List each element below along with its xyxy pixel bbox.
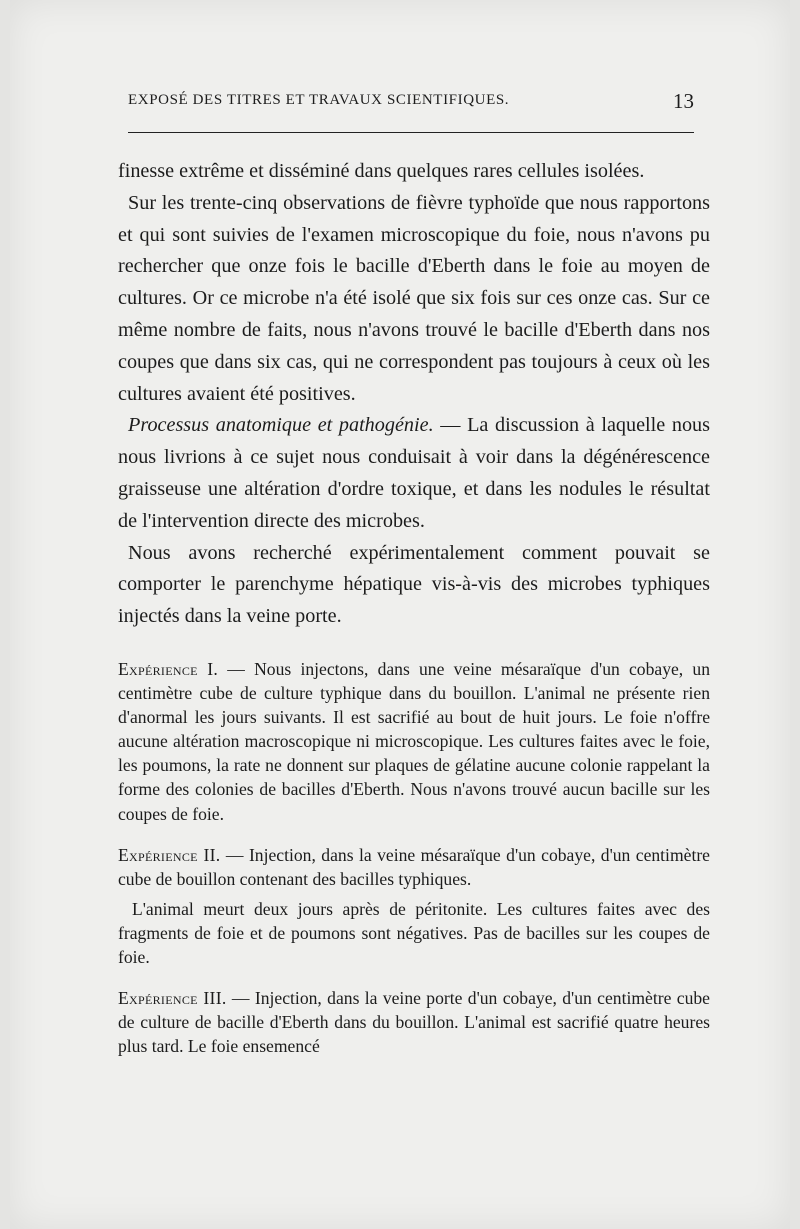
experiment-2-followup: L'animal meurt deux jours après de péritonite. Les cultures faites avec des fragments de foie et de poumons sont négatives. Pas de bacilles sur les coupes de foie. xyxy=(118,898,710,967)
experiment-3 xyxy=(118,986,710,1058)
experiments xyxy=(118,657,710,1058)
experiment-1-text: — Nous injectons, dans une veine mésaraïque d'un cobaye, un centimètre cube de culture typhique dans du bouillon. L'animal ne présente rien d'anormal les jours suivants. Il est sacrifié au bout de huit jours. Le foie n'offre aucune altération macroscopique ni microscopique. Les cultures faites avec le foie, les poumons, la rate ne donnent sur plaques de gélatine aucune colonie rappelant la forme des colonies de bacilles d'Eberth. Nous n'avons trouvé aucun bacille sur les coupes de foie. xyxy=(118,658,710,824)
page xyxy=(10,0,790,1229)
paragraph-4: Nous avons recherché expérimentalement comment pouvait se comporter le parenchyme hépatique vis-à-vis des microbes typhiques injectés dans la veine porte. xyxy=(118,541,710,628)
page-body xyxy=(118,156,710,1058)
running-header xyxy=(128,89,694,113)
paragraph-3 xyxy=(118,410,710,537)
experiment-3-text: — Injection, dans la veine porte d'un cobaye, d'un centimètre cube de culture de bacille d'Eberth dans du bouillon. L'animal est sacrifié quatre heures plus tard. Le foie ensemencé xyxy=(118,988,710,1057)
experiment-1 xyxy=(118,657,710,826)
section-heading: Processus anatomique et pathogénie. xyxy=(128,414,434,437)
paragraph-1: finesse extrême et disséminé dans quelques rares cellules isolées. xyxy=(118,160,645,182)
header-title: EXPOSÉ DES TITRES ET TRAVAUX SCIENTIFIQUES. xyxy=(128,92,510,108)
experiment-3-label: Expérience III. xyxy=(118,988,227,1009)
page-number: 13 xyxy=(673,89,694,113)
experiment-1-label: Expérience I. xyxy=(118,658,219,679)
paragraph-2: Sur les trente-cinq observations de fièvre typhoïde que nous rapportons et qui sont suivies de l'examen microscopique du foie, nous n'avons pu rechercher que onze fois le bacille d'Eberth dans le foie au moyen de cultures. Or ce microbe n'a été isolé que six fois sur ces onze cas. Sur ce même nombre de faits, nous n'avons trouvé le bacille d'Eberth dans nos coupes que dans six cas, qui ne correspondent pas toujours à ceux où les cultures avaient été positives. xyxy=(118,191,710,405)
experiment-2-text: — Injection, dans la veine mésaraïque d'un cobaye, d'un centimètre cube de bouillon contenant des bacilles typhiques. xyxy=(118,844,710,889)
experiment-2-label: Expérience II. xyxy=(118,844,221,865)
header-rule xyxy=(128,132,694,133)
experiment-2 xyxy=(118,843,710,891)
main-text xyxy=(118,156,710,633)
paragraph-3-text: — La discussion à laquelle nous nous livrions à ce sujet nous conduisait à voir dans la dégénérescence graisseuse une altération d'ordre toxique, et dans les nodules le résultat de l'intervention directe des microbes. xyxy=(118,414,711,532)
